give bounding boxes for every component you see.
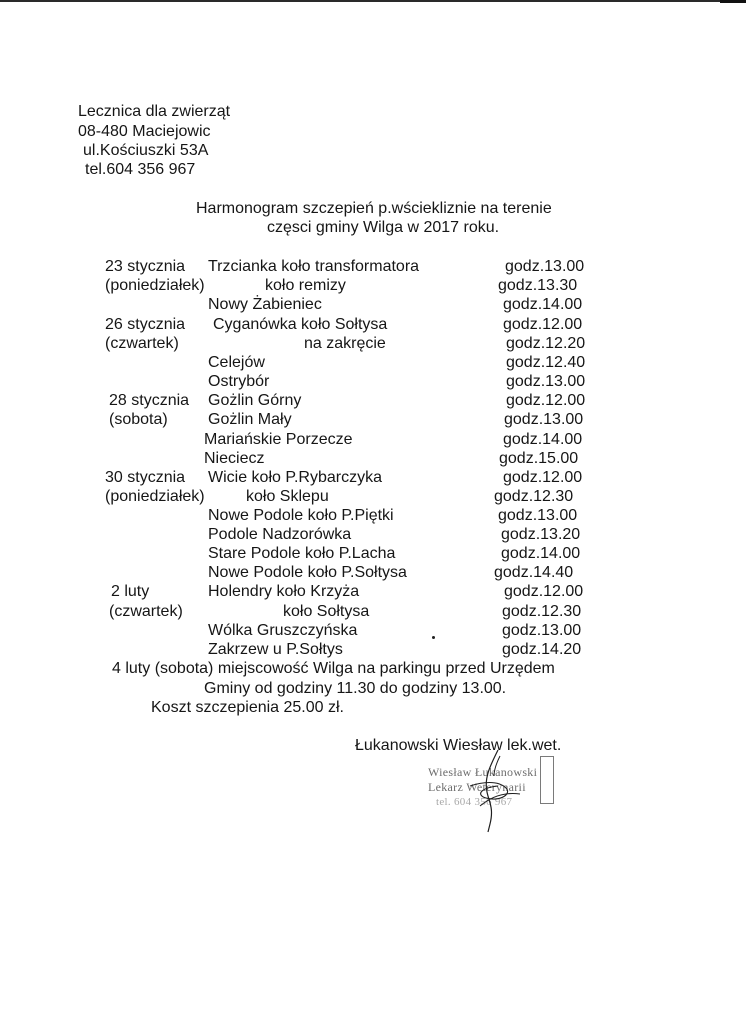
scan-top-border [0, 0, 746, 2]
schedule-time: godz.14.00 [503, 296, 583, 313]
schedule-time: godz.14.00 [503, 431, 583, 448]
stamp-line3: tel. 604 356 967 [436, 796, 513, 808]
schedule-date: (poniedziałek) [105, 277, 205, 294]
schedule-place: Trzcianka koło transformatora [208, 258, 420, 275]
clinic-phone: tel.604 356 967 [85, 161, 196, 178]
schedule-place: Nieciecz [204, 450, 265, 467]
clinic-street: ul.Kościuszki 53A [83, 142, 209, 159]
schedule-place: Gożlin Górny [208, 392, 302, 409]
schedule-place: Holendry koło Krzyża [208, 583, 360, 600]
clinic-name: Lecznica dla zwierząt [78, 103, 231, 120]
note-line2: Gminy od godziny 11.30 do godziny 13.00. [204, 680, 507, 697]
schedule-time: godz.12.30 [494, 488, 574, 505]
schedule-time: godz.12.00 [503, 316, 583, 333]
schedule-place: Wicie koło P.Rybarczyka [208, 469, 382, 486]
schedule-time: godz.14.20 [502, 641, 582, 658]
ink-dot-mark [432, 636, 435, 639]
handwritten-signature [440, 746, 550, 836]
scan-top-border-mark [720, 0, 746, 3]
schedule-time: godz.13.00 [506, 373, 586, 390]
schedule-date: (sobota) [109, 411, 168, 428]
schedule-time: godz.12.00 [504, 583, 584, 600]
schedule-date: (czwartek) [105, 335, 179, 352]
schedule-time: godz.12.20 [506, 335, 586, 352]
schedule-place: Stare Podole koło P.Lacha [208, 545, 396, 562]
schedule-time: godz.13.00 [505, 258, 585, 275]
schedule-time: godz.13.00 [504, 411, 584, 428]
schedule-place: Gożlin Mały [208, 411, 292, 428]
schedule-time: godz.13.00 [498, 507, 578, 524]
schedule-place: Nowe Podole koło P.Sołtysa [208, 564, 407, 581]
schedule-place: Zakrzew u P.Sołtys [208, 641, 343, 658]
schedule-time: godz.13.00 [502, 622, 582, 639]
document-title-line2: częsci gminy Wilga w 2017 roku. [267, 219, 500, 236]
schedule-time: godz.14.40 [494, 564, 574, 581]
schedule-date: (czwartek) [109, 603, 183, 620]
schedule-place: Podole Nadzorówka [208, 526, 352, 543]
schedule-place: Mariańskie Porzecze [204, 431, 353, 448]
schedule-time: godz.12.30 [502, 603, 582, 620]
schedule-date: 2 luty [111, 583, 150, 600]
schedule-place: na zakręcie [304, 335, 386, 352]
schedule-place: Celejów [208, 354, 265, 371]
schedule-place: Cyganówka koło Sołtysa [213, 316, 388, 333]
note-line1: 4 luty (sobota) miejscowość Wilga na parkingu przed Urzędem [112, 660, 555, 677]
schedule-place: Ostrybór [208, 373, 270, 390]
schedule-place: Wólka Gruszczyńska [208, 622, 358, 639]
schedule-date: 30 stycznia [105, 469, 186, 486]
schedule-date: 26 stycznia [105, 316, 186, 333]
schedule-place: Nowe Podole koło P.Piętki [208, 507, 394, 524]
cost-text: Koszt szczepienia 25.00 zł. [151, 699, 344, 716]
stamp-line1: Wiesław Łukanowski [428, 765, 538, 779]
document-title-line1: Harmonogram szczepień p.wściekliznie na terenie [196, 200, 552, 217]
schedule-place: koło Sołtysa [283, 603, 370, 620]
schedule-time: godz.14.00 [501, 545, 581, 562]
schedule-time: godz.13.30 [498, 277, 578, 294]
schedule-time: godz.12.00 [503, 469, 583, 486]
signature-name: Łukanowski Wiesław lek.wet. [355, 737, 562, 754]
schedule-date: (poniedziałek) [105, 488, 205, 505]
schedule-place: koło remizy [265, 277, 346, 294]
schedule-time: godz.12.40 [506, 354, 586, 371]
schedule-time: godz.12.00 [506, 392, 586, 409]
schedule-place: Nowy Żabieniec [208, 296, 322, 313]
schedule-place: koło Sklepu [246, 488, 329, 505]
schedule-date: 28 stycznia [109, 392, 190, 409]
schedule-time: godz.13.20 [501, 526, 581, 543]
schedule-date: 23 stycznia [105, 258, 186, 275]
stamp-line2: Lekarz Weterynarii [428, 780, 526, 794]
schedule-time: godz.15.00 [499, 450, 579, 467]
clinic-city: 08-480 Maciejowic [78, 123, 211, 140]
